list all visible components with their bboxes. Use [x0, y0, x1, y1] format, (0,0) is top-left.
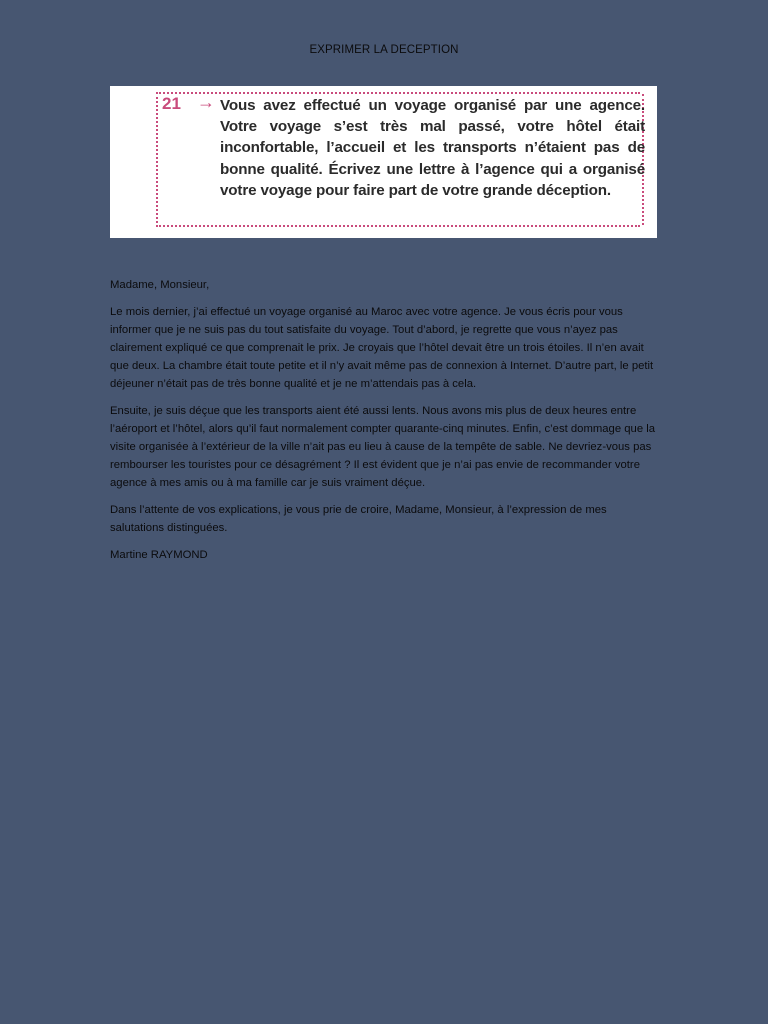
page-title: EXPRIMER LA DECEPTION — [309, 44, 459, 56]
arrow-right-icon: → — [197, 92, 215, 112]
exercise-number: 21 — [162, 94, 181, 113]
letter-body — [110, 276, 658, 573]
letter-paragraph: Dans l’attente de vos explications, je vous prie de croire, Madame, Monsieur, à l’expression de mes salutations distinguées. — [110, 504, 607, 534]
letter-greeting: Madame, Monsieur, — [110, 279, 210, 291]
exercise-box — [110, 86, 657, 238]
exercise-prompt: Vous avez effectué un voyage organisé par une agence. Votre voyage s’est très mal passé, votre hôtel était inconfortable, l’accueil et les transports n’étaient pas de bonne qualité. Écrivez une lettre à l’agence qui a organisé votre voyage pour faire part de votre grande déception. — [220, 97, 645, 199]
letter-paragraph: Ensuite, je suis déçue que les transports aient été aussi lents. Nous avons mis plus de deux heures entre l’aéroport et l’hôtel, alors qu’il faut normalement compter quarante-cinq minutes. Enfin, c’est dommage que la visite organisée à l’extérieur de la ville n’ait pas eu lieu à cause de la tempête de sable. Ne devriez-vous pas rembourser les touristes pour ce désagrément ? Il est évident que je n’ai pas envie de recommander votre agence à mes amis ou à ma famille car je suis vraiment déçue. — [110, 405, 656, 489]
letter-paragraph: Le mois dernier, j’ai effectué un voyage organisé au Maroc avec votre agence. Je vous écris pour vous informer que je ne suis pas du tout satisfaite du voyage. Tout d’abord, je regrette que vous n’ayez pas clairement expliqué ce que comprenait le prix. Je croyais que l’hôtel devait être un trois étoiles. Il n’en avait que deux. La chambre était toute petite et il n’y avait même pas de connexion à Internet. D’autre part, le petit déjeuner n’était pas de très bonne qualité et je ne m’attendais pas à cela. — [110, 306, 654, 390]
letter-signature: Martine RAYMOND — [110, 549, 208, 561]
